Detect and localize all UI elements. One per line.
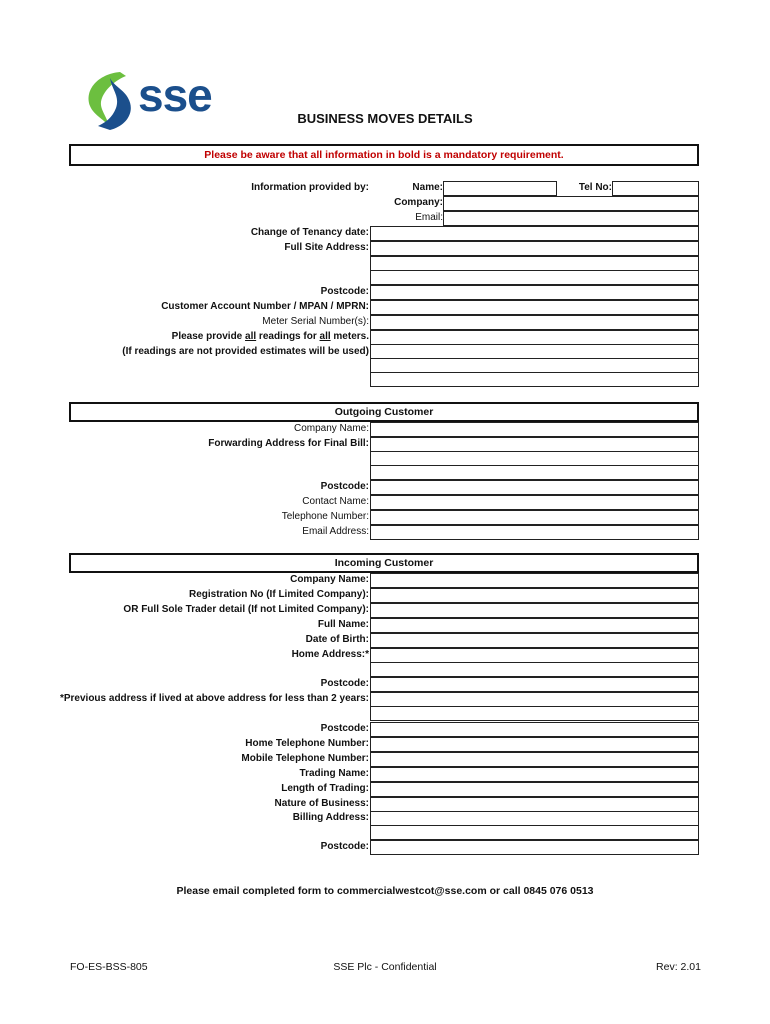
account-mpan-mprn-field[interactable] — [370, 300, 699, 315]
home-telephone-field[interactable] — [370, 737, 699, 752]
home-address-line-2[interactable] — [370, 662, 699, 677]
billing-postcode-field[interactable] — [370, 840, 699, 855]
billing-address-label: Billing Address: — [292, 812, 369, 823]
email-label: Email: — [415, 212, 443, 223]
full-name-label: Full Name: — [317, 619, 369, 630]
outgoing-telephone-label: Telephone Number: — [281, 511, 369, 522]
site-address-line-2[interactable] — [370, 256, 699, 271]
nature-of-business-label: Nature of Business: — [274, 798, 369, 809]
billing-postcode-label: Postcode: — [320, 841, 369, 852]
site-address-line-1[interactable] — [370, 241, 699, 256]
outgoing-postcode-field[interactable] — [370, 480, 699, 495]
forwarding-address-line-1[interactable] — [370, 437, 699, 452]
revision: Rev: 2.01 — [656, 961, 701, 973]
registration-no-label: Registration No (If Limited Company): — [189, 589, 369, 600]
readings-field-4[interactable] — [370, 372, 699, 387]
date-of-birth-label: Date of Birth: — [305, 634, 369, 645]
home-address-line-1[interactable] — [370, 648, 699, 663]
previous-postcode-field[interactable] — [370, 722, 699, 737]
email-instructions: Please email completed form to commercialwestcot@sse.com or call 0845 076 0513 — [176, 885, 594, 897]
readings-all-1: all — [245, 331, 257, 342]
full-name-field[interactable] — [370, 618, 699, 633]
change-of-tenancy-date-label: Change of Tenancy date: — [250, 227, 369, 238]
outgoing-company-name-label: Company Name: — [293, 423, 369, 434]
sole-trader-field[interactable] — [370, 603, 699, 618]
mandatory-notice-text: Please be aware that all information in bold is a mandatory requirement. — [204, 149, 564, 161]
readings-text-3: meters. — [330, 331, 369, 342]
mandatory-notice — [69, 144, 699, 166]
outgoing-telephone-field[interactable] — [370, 510, 699, 525]
name-field[interactable] — [443, 181, 557, 196]
date-of-birth-field[interactable] — [370, 633, 699, 648]
meter-serial-field[interactable] — [370, 315, 699, 330]
contact-name-label: Contact Name: — [302, 496, 369, 507]
length-of-trading-field[interactable] — [370, 782, 699, 797]
home-postcode-field[interactable] — [370, 677, 699, 692]
tel-no-label: Tel No: — [578, 182, 612, 193]
incoming-company-name-field[interactable] — [370, 573, 699, 588]
contact-name-field[interactable] — [370, 495, 699, 510]
site-postcode-label: Postcode: — [320, 286, 369, 297]
forwarding-address-line-2[interactable] — [370, 451, 699, 466]
trading-name-field[interactable] — [370, 767, 699, 782]
logo-text: sse — [138, 69, 212, 121]
previous-address-label: *Previous address if lived at above address for less than 2 years: — [59, 693, 369, 704]
readings-field-1[interactable] — [370, 330, 699, 345]
previous-postcode-label: Postcode: — [320, 723, 369, 734]
outgoing-email-field[interactable] — [370, 525, 699, 540]
site-address-line-3[interactable] — [370, 270, 699, 285]
billing-address-line-1[interactable] — [370, 811, 699, 826]
sole-trader-label: OR Full Sole Trader detail (If not Limited Company): — [123, 604, 369, 615]
incoming-customer-heading: Incoming Customer — [334, 557, 434, 569]
nature-of-business-field[interactable] — [370, 797, 699, 812]
readings-field-2[interactable] — [370, 344, 699, 359]
confidential-notice: SSE Plc - Confidential — [333, 961, 437, 973]
billing-address-line-2[interactable] — [370, 825, 699, 840]
account-mpan-mprn-label: Customer Account Number / MPAN / MPRN: — [161, 301, 369, 312]
readings-text-2: readings for — [256, 331, 320, 342]
name-label: Name: — [412, 182, 443, 193]
company-label: Company: — [394, 197, 443, 208]
tel-no-field[interactable] — [612, 181, 699, 196]
readings-instruction — [172, 330, 369, 344]
full-site-address-label: Full Site Address: — [284, 242, 369, 253]
readings-all-2: all — [319, 331, 331, 342]
mobile-telephone-field[interactable] — [370, 752, 699, 767]
change-of-tenancy-date-field[interactable] — [370, 226, 699, 241]
information-provided-by-label: Information provided by: — [251, 182, 369, 193]
site-postcode-field[interactable] — [370, 285, 699, 300]
home-address-label: Home Address:* — [291, 649, 369, 660]
outgoing-customer-header — [69, 402, 699, 422]
forwarding-address-line-3[interactable] — [370, 465, 699, 480]
outgoing-email-label: Email Address: — [302, 526, 369, 537]
previous-address-line-2[interactable] — [370, 706, 699, 721]
incoming-company-name-label: Company Name: — [290, 574, 369, 585]
outgoing-company-name-field[interactable] — [370, 422, 699, 437]
meter-serial-label: Meter Serial Number(s): — [262, 316, 369, 327]
incoming-customer-header — [69, 553, 699, 573]
forwarding-address-label: Forwarding Address for Final Bill: — [208, 438, 369, 449]
outgoing-customer-heading: Outgoing Customer — [334, 406, 434, 418]
home-telephone-label: Home Telephone Number: — [245, 738, 369, 749]
trading-name-label: Trading Name: — [299, 768, 369, 779]
readings-field-3[interactable] — [370, 358, 699, 373]
registration-no-field[interactable] — [370, 588, 699, 603]
home-postcode-label: Postcode: — [320, 678, 369, 689]
email-field[interactable] — [443, 211, 699, 226]
length-of-trading-label: Length of Trading: — [281, 783, 369, 794]
company-field[interactable] — [443, 196, 699, 211]
readings-note: (If readings are not provided estimates will be used) — [122, 346, 369, 357]
previous-address-line-1[interactable] — [370, 692, 699, 707]
readings-text-1: Please provide — [171, 331, 246, 342]
page-title: BUSINESS MOVES DETAILS — [297, 111, 473, 126]
mobile-telephone-label: Mobile Telephone Number: — [241, 753, 369, 764]
form-code: FO-ES-BSS-805 — [70, 961, 148, 973]
outgoing-postcode-label: Postcode: — [320, 481, 369, 492]
